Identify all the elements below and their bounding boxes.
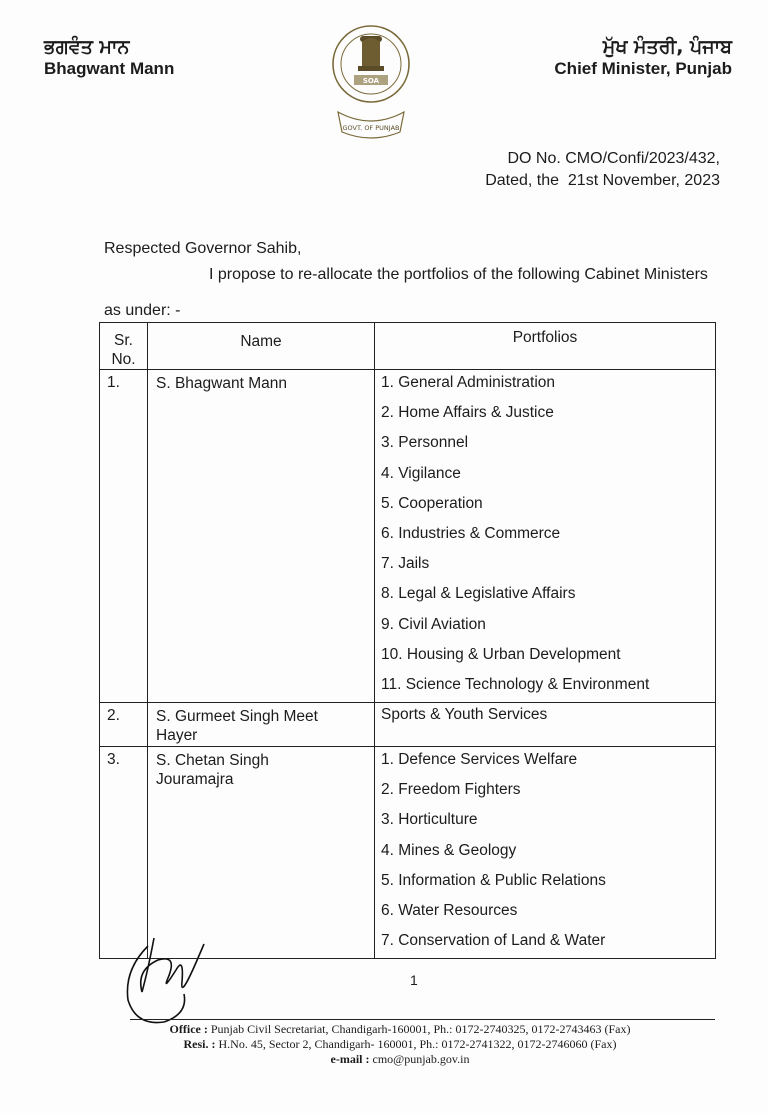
minister-name: S. Bhagwant Mann <box>148 370 375 703</box>
portfolio-item: 3. Personnel <box>381 434 469 452</box>
portfolio-item: 5. Information & Public Relations <box>381 871 606 889</box>
table-row <box>100 370 716 703</box>
portfolio-table <box>99 322 716 959</box>
signature <box>118 930 228 1030</box>
portfolio-item: 8. Legal & Legislative Affairs <box>381 585 576 603</box>
footer-office: Office : Punjab Civil Secretariat, Chandigarh-160001, Ph.: 0172-2740325, 0172-2743463 (Fax) <box>169 1022 631 1036</box>
portfolio-list <box>375 370 716 703</box>
portfolio-item: 6. Industries & Commerce <box>381 524 561 542</box>
portfolio-item: Sports & Youth Services <box>381 706 548 724</box>
intro-text: I propose to re-allocate the portfolios of the following Cabinet Ministers <box>209 266 708 283</box>
portfolio-item: 9. Civil Aviation <box>381 615 486 633</box>
header-sr-no: Sr. No. <box>100 323 148 370</box>
designation-english: Chief Minister, Punjab <box>554 59 732 78</box>
row-sr: 2. <box>100 703 148 747</box>
name-punjabi: ਭਗਵੰਤ ਮਾਨ <box>44 36 130 58</box>
letter-date: Dated, the 21st November, 2023 <box>485 172 720 189</box>
portfolio-item: 6. Water Resources <box>381 902 518 919</box>
footer-divider <box>130 1019 715 1020</box>
page-number: 1 <box>410 972 418 988</box>
reference-block <box>485 148 720 192</box>
portfolio-item: 2. Freedom Fighters <box>381 781 521 799</box>
salutation: Respected Governor Sahib, <box>104 240 302 257</box>
do-number: DO No. CMO/Confi/2023/432, <box>507 150 720 167</box>
letterhead-right <box>554 36 732 79</box>
table-header-row <box>100 323 716 370</box>
portfolio-item: 4. Mines & Geology <box>381 841 517 859</box>
table-row <box>100 703 716 747</box>
row-sr: 3. <box>100 747 148 959</box>
portfolio-list <box>375 747 716 959</box>
emblem-label: GOVT. OF PUNJAB <box>342 124 400 132</box>
designation-punjabi: ਮੁੱਖ ਮੰਤਰੀ, ਪੰਜਾਬ <box>602 36 732 58</box>
portfolio-item: 7. Conservation of Land & Water <box>381 932 606 950</box>
portfolio-item: 5. Cooperation <box>381 494 483 512</box>
portfolio-item: 1. Defence Services Welfare <box>381 751 578 769</box>
portfolio-item: 2. Home Affairs & Justice <box>381 404 554 422</box>
svg-text:SOA: SOA <box>362 77 380 85</box>
portfolio-item: 3. Horticulture <box>381 811 478 829</box>
table-row <box>100 747 716 959</box>
intro-continuation: as under: - <box>104 302 181 319</box>
portfolio-item: 4. Vigilance <box>381 464 461 482</box>
footer-residence: Resi. : H.No. 45, Sector 2, Chandigarh- 160001, Ph.: 0172-2741322, 0172-2746060 (Fax) <box>183 1037 617 1051</box>
header-portfolios: Portfolios <box>375 323 716 370</box>
footer <box>80 1022 720 1067</box>
portfolio-item: 11. Science Technology & Environment <box>381 675 650 693</box>
portfolio-list <box>375 703 716 747</box>
portfolio-item: 7. Jails <box>381 555 430 573</box>
minister-name: S. Chetan Singh Jouramajra <box>148 747 375 959</box>
footer-email: e-mail : cmo@punjab.gov.in <box>330 1052 470 1066</box>
letterhead-left <box>44 36 174 79</box>
header-name: Name <box>148 323 375 370</box>
portfolio-item: 1. General Administration <box>381 374 556 391</box>
minister-name: S. Gurmeet Singh Meet Hayer <box>148 703 375 747</box>
state-emblem-seal <box>330 20 412 144</box>
row-sr: 1. <box>100 370 148 703</box>
name-english: Bhagwant Mann <box>44 59 175 78</box>
portfolio-item: 10. Housing & Urban Development <box>381 645 621 663</box>
